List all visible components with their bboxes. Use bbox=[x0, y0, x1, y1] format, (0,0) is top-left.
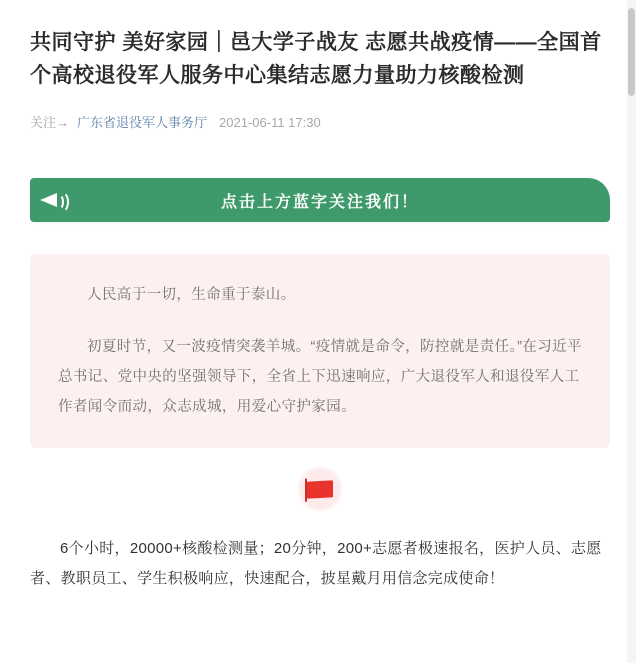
page-title: 共同守护 美好家园｜邑大学子战友 志愿共战疫情——全国首个高校退役军人服务中心集结志愿力量助力核酸检测 bbox=[30, 31, 602, 87]
account-name[interactable]: 广东省退役军人事务厅 bbox=[77, 115, 208, 130]
vertical-scrollbar[interactable] bbox=[627, 0, 636, 663]
highlight-quote-box bbox=[30, 254, 610, 448]
scrollbar-thumb[interactable] bbox=[628, 8, 635, 96]
article-meta bbox=[30, 114, 610, 132]
publish-date: 2021-06-11 17:30 bbox=[219, 115, 321, 130]
megaphone-icon bbox=[30, 178, 76, 222]
section-divider bbox=[30, 466, 610, 512]
follow-banner bbox=[30, 178, 610, 222]
red-flag-icon bbox=[297, 466, 343, 512]
quote-paragraph: 初夏时节，又一波疫情突袭羊城。“疫情就是命令，防控就是责任。”在习近平总书记、党中央的坚强领导下，全省上下迅速响应，广大退役军人和退役军人工作者闻令而动，众志成城，用爱心守护家园。 bbox=[58, 339, 582, 415]
body-paragraph: 6个小时，20000+核酸检测量；20分钟，200+志愿者极速报名，医护人员、志愿者、教职员工、学生积极响应，快速配合，披星戴月用信念完成使命！ bbox=[30, 540, 602, 587]
banner-text: 点击上方蓝字关注我们！ bbox=[220, 193, 419, 211]
quote-paragraph: 人民高于一切，生命重于泰山。 bbox=[87, 287, 296, 303]
follow-label[interactable]: 关注→ bbox=[30, 115, 70, 130]
